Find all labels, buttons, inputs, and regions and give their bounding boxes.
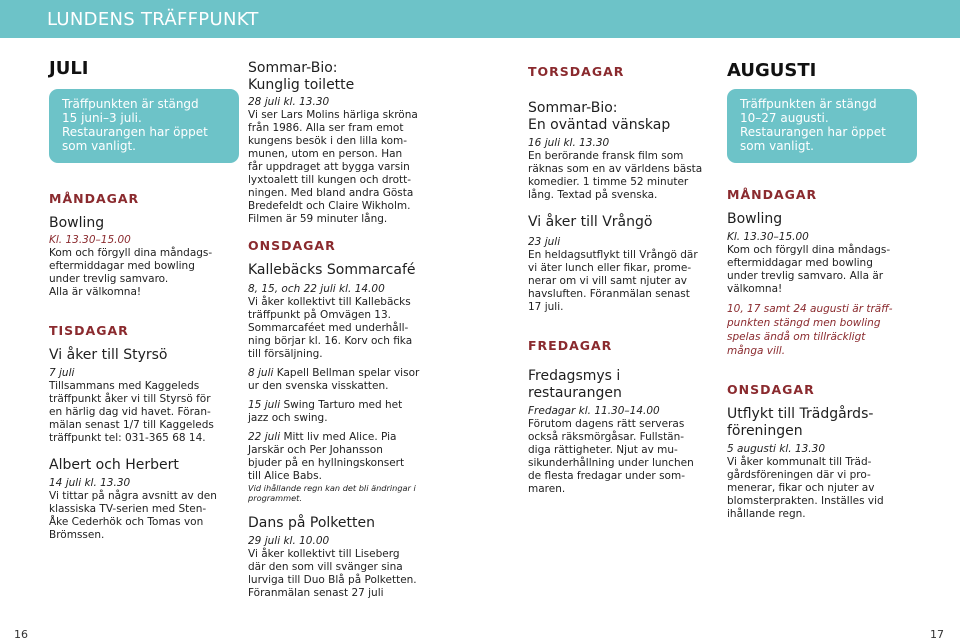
body-line: där den som vill svänger sina [248, 561, 403, 573]
event-title-kallebacks: Kallebäcks Sommarcafé [248, 262, 416, 278]
day-heading-wednesday-august: ONSDAGAR [727, 382, 815, 397]
column-july-1 [49, 54, 239, 542]
title-line: En oväntad vänskap [528, 117, 671, 133]
column-july-3 [528, 64, 722, 496]
event-time-tradgardsforeningen: 5 augusti kl. 13.30 [727, 443, 826, 455]
body-line: sikunderhållning under lunchen [528, 457, 694, 469]
body-line: vi äter lunch eller fikar, prome- [528, 262, 692, 274]
title-line: föreningen [727, 423, 803, 439]
body-line: maren. [528, 483, 566, 495]
note-line: programmet. [248, 493, 302, 503]
program-date: 8 juli [248, 367, 274, 379]
title-line: restaurangen [528, 385, 622, 401]
body-line: Förutom dagens rätt serveras [528, 418, 685, 430]
body-line: träffpunkt tel: 031-365 68 14. [49, 432, 206, 444]
notice-line: Restaurangen har öppet [740, 125, 886, 139]
event-time-bowling-august: Kl. 13.30–15.00 [727, 231, 809, 243]
title-line: Sommar-Bio: [528, 100, 618, 116]
title-line: Kunglig toilette [248, 77, 355, 93]
event-time-vrango: 23 juli [528, 236, 561, 248]
event-time-bowling: Kl. 13.30–15.00 [49, 234, 131, 246]
body-line: ur den svenska visskatten. [248, 380, 389, 392]
body-line: munen, utom en person. Han [248, 148, 403, 160]
body-line: träffpunkt på Omvägen 13. [248, 309, 392, 321]
event-time-kunglig-toilette: 28 juli kl. 13.30 [248, 96, 330, 108]
event-body-polketten [248, 548, 440, 600]
body-line: ning börjar kl. 16. Korv och fika [248, 335, 413, 347]
body-line: Föranmälan senast 27 juli [248, 587, 384, 599]
rain-disclaimer [248, 483, 440, 503]
body-line: Jarskär och Per Johansson [248, 444, 383, 456]
body-line: från 1986. Alla ser fram emot [248, 122, 404, 134]
month-heading-juli: JULI [49, 58, 89, 79]
body-line: Åke Cederhök och Tomas von [49, 516, 204, 528]
body-line: jazz och swing. [248, 412, 328, 424]
note-line: spelas ändå om tillräckligt [727, 331, 866, 343]
body-line: får uppdraget att bygga varsin [248, 161, 410, 173]
body-line: menerar, fikar och njuter av [727, 482, 875, 494]
day-heading-friday: FREDAGAR [528, 338, 613, 353]
event-title-albert: Albert och Herbert [49, 457, 179, 473]
body-line: lurviga till Duo Blå på Polketten. [248, 574, 417, 586]
notice-line: som vanligt. [62, 139, 136, 153]
program-item-swing-tarturo [248, 399, 440, 425]
body-line: under trevlig samvaro. Alla är [727, 270, 884, 282]
body-line: Kom och förgyll dina måndags- [727, 244, 891, 256]
event-body-bowling [49, 247, 239, 299]
program-text: Mitt liv med Alice. Pia [280, 431, 397, 443]
body-line: mälan senast 1/7 till Kaggeleds [49, 419, 214, 431]
body-line: kungens besök i den lilla kom- [248, 135, 408, 147]
day-heading-thursday: TORSDAGAR [528, 64, 625, 79]
event-body-vrango [528, 249, 722, 314]
event-body-kallebacks [248, 296, 440, 361]
body-line: Vi tittar på några avsnitt av den [49, 490, 217, 502]
body-line: blomsterprakten. Inställes vid [727, 495, 884, 507]
page-number-right: 17 [930, 628, 944, 641]
notice-line: 15 juni–3 juli. [62, 111, 142, 125]
program-text: Swing Tarturo med het [280, 399, 403, 411]
body-line: Bredefeldt och Claire Wikholm. [248, 200, 411, 212]
body-line: eftermiddagar med bowling [49, 260, 195, 272]
event-time-ovantad-vanskap: 16 juli kl. 13.30 [528, 137, 610, 149]
body-line: Vi ser Lars Molins härliga skröna [248, 109, 418, 121]
body-line: En heldagsutflykt till Vrångö där [528, 249, 698, 261]
body-line: träffpunkt åker vi till Styrsö för [49, 393, 211, 405]
body-line: lyxtoalett till kungen och drott- [248, 174, 412, 186]
body-line: havsluften. Föranmälan senast [528, 288, 690, 300]
title-line: Utflykt till Trädgårds- [727, 406, 874, 422]
body-line: bjuder på en hyllningskonsert [248, 457, 405, 469]
notice-line: Träffpunkten är stängd [740, 97, 877, 111]
body-line: Sommarcaféet med underhåll- [248, 322, 409, 334]
body-line: Vi åker kollektivt till Kallebäcks [248, 296, 411, 308]
event-title-tradgardsforeningen [727, 406, 917, 440]
event-time-kallebacks: 8, 15, och 22 juli kl. 14.00 [248, 283, 385, 295]
bowling-closure-note [727, 302, 917, 358]
event-title-bowling-august: Bowling [727, 211, 783, 227]
notice-line: som vanligt. [740, 139, 814, 153]
body-line: lång. Textad på svenska. [528, 189, 658, 201]
event-body-kunglig-toilette [248, 109, 440, 226]
body-line: 17 juli. [528, 301, 564, 313]
month-heading-augusti: AUGUSTI [727, 60, 817, 81]
body-line: komedier. 1 timme 52 minuter [528, 176, 689, 188]
closure-notice-august [727, 89, 917, 163]
body-line: också räksmörgåsar. Fullstän- [528, 431, 685, 443]
column-july-2 [248, 60, 440, 600]
program-item-kapell-bellman [248, 367, 440, 393]
event-time-polketten: 29 juli kl. 10.00 [248, 535, 330, 547]
body-line: Brömssen. [49, 529, 105, 541]
event-title-ovantad-vanskap [528, 100, 722, 134]
body-line: Alla är välkomna! [49, 286, 142, 298]
event-body-ovantad-vanskap [528, 150, 722, 202]
program-text: Kapell Bellman spelar visor [273, 367, 420, 379]
column-august [727, 60, 917, 521]
note-line: punkten stängd men bowling [727, 317, 881, 329]
notice-line: Träffpunkten är stängd [62, 97, 199, 111]
event-body-fredagsmys [528, 418, 722, 496]
day-heading-tuesday: TISDAGAR [49, 323, 129, 338]
title-line: Fredagsmys i [528, 368, 621, 384]
event-body-tradgardsforeningen [727, 456, 917, 521]
body-line: gårdsföreningen där vi pro- [727, 469, 871, 481]
notice-line: 10–27 augusti. [740, 111, 829, 125]
closure-notice-july [49, 89, 239, 163]
body-line: räknas som en av världens bästa [528, 163, 703, 175]
body-line: de flesta fredagar under som- [528, 470, 685, 482]
program-item-alice [248, 431, 440, 483]
event-body-albert [49, 490, 239, 542]
body-line: diga rättigheter. Njut av mu- [528, 444, 678, 456]
event-title-kunglig-toilette [248, 60, 440, 94]
body-line: Kom och förgyll dina måndags- [49, 247, 213, 259]
day-heading-wednesday: ONSDAGAR [248, 238, 336, 253]
body-line: Vi åker kollektivt till Liseberg [248, 548, 400, 560]
page-title: LUNDENS TRÄFFPUNKT [47, 9, 259, 30]
day-heading-monday-august: MÅNDAGAR [727, 187, 818, 202]
body-line: eftermiddagar med bowling [727, 257, 873, 269]
day-heading-monday: MÅNDAGAR [49, 191, 140, 206]
body-line: en härlig dag vid havet. Föran- [49, 406, 211, 418]
event-title-styrso: Vi åker till Styrsö [49, 347, 168, 363]
body-line: ningen. Med bland andra Gösta [248, 187, 414, 199]
title-line: Sommar-Bio: [248, 60, 338, 76]
note-line: Vid ihållande regn kan det bli ändringar i [248, 483, 416, 493]
event-time-fredagsmys: Fredagar kl. 11.30–14.00 [528, 405, 660, 417]
event-title-bowling: Bowling [49, 215, 105, 231]
note-line: många vill. [727, 345, 786, 357]
page-header-bar [0, 0, 960, 38]
body-line: Vi åker kommunalt till Träd- [727, 456, 872, 468]
body-line: Filmen är 59 minuter lång. [248, 213, 388, 225]
event-time-styrso: 7 juli [49, 367, 75, 379]
notice-line: Restaurangen har öppet [62, 125, 208, 139]
event-title-polketten: Dans på Polketten [248, 515, 375, 531]
event-title-vrango: Vi åker till Vrångö [528, 214, 653, 230]
event-body-bowling-august [727, 244, 917, 296]
body-line: till Alice Babs. [248, 470, 322, 482]
body-line: till försäljning. [248, 348, 323, 360]
page-number-left: 16 [14, 628, 28, 641]
event-title-fredagsmys [528, 368, 722, 402]
body-line: En berörande fransk film som [528, 150, 684, 162]
body-line: nerar om vi vill samt njuter av [528, 275, 687, 287]
note-line: 10, 17 samt 24 augusti är träff- [727, 303, 893, 315]
body-line: välkomna! [727, 283, 783, 295]
program-date: 15 juli [248, 399, 281, 411]
body-line: Tillsammans med Kaggeleds [49, 380, 200, 392]
body-line: under trevlig samvaro. [49, 273, 169, 285]
event-time-albert: 14 juli kl. 13.30 [49, 477, 131, 489]
program-date: 22 juli [248, 431, 281, 443]
event-body-styrso [49, 380, 239, 445]
body-line: ihållande regn. [727, 508, 806, 520]
body-line: klassiska TV-serien med Sten- [49, 503, 207, 515]
